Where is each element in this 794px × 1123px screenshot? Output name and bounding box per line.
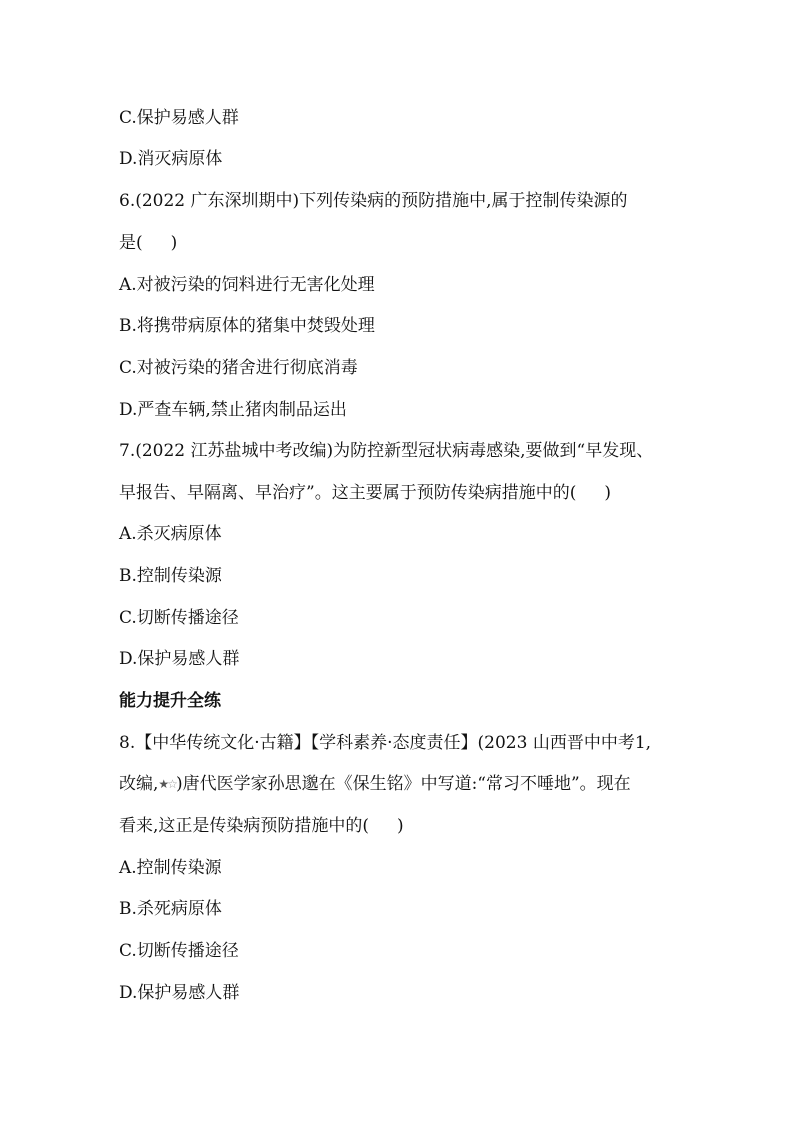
star-filled-icon: ★: [158, 777, 168, 791]
q8-stem-line1: 8.【中华传统文化·古籍】【学科素养·态度责任】(2023 山西晋中中考1,: [119, 733, 652, 753]
q6-stem-line2-text: 是(: [119, 233, 143, 253]
q8-stem-line3: [119, 814, 404, 838]
q8-option-d: D.保护易感人群: [119, 983, 240, 1003]
q7-stem-line1: 7.(2022 江苏盐城中考改编)为防控新型冠状病毒感染,要做到“早发现、: [119, 441, 654, 461]
q5-option-d: D.消灭病原体: [119, 149, 223, 169]
q7-stem-line2: [119, 481, 611, 505]
q7-option-b: B.控制传染源: [119, 566, 222, 586]
q8-stem-line3-text: 看来,这正是传染病预防措施中的(: [119, 816, 370, 836]
q6-stem-line2-close: ): [170, 233, 178, 253]
difficulty-stars-icon: [158, 772, 176, 796]
star-empty-icon: ☆: [167, 777, 176, 791]
q8-option-c: C.切断传播途径: [119, 941, 239, 961]
q7-option-a: A.杀灭病原体: [119, 524, 222, 544]
q6-stem-line2: [119, 231, 177, 255]
q7-stem-line2-close: ): [604, 483, 611, 503]
q7-option-d: D.保护易感人群: [119, 649, 240, 669]
q6-option-b: B.将携带病原体的猪集中焚毁处理: [119, 316, 375, 336]
q7-stem-line2-text: 早报告、早隔离、早治疗”。这主要属于预防传染病措施中的(: [119, 483, 577, 503]
section-heading: 能力提升全练: [119, 691, 221, 711]
q8-stem-line2-text: 改编,: [119, 774, 159, 794]
q7-option-c: C.切断传播途径: [119, 608, 239, 628]
q6-stem-line1: 6.(2022 广东深圳期中)下列传染病的预防措施中,属于控制传染源的: [119, 191, 628, 211]
q6-option-c: C.对被污染的猪舍进行彻底消毒: [119, 358, 358, 378]
q8-option-b: B.杀死病原体: [119, 899, 222, 919]
q8-stem-line2: [119, 772, 631, 796]
q8-option-a: A.控制传染源: [119, 858, 222, 878]
q6-option-d: D.严查车辆,禁止猪肉制品运出: [119, 400, 347, 420]
q8-stem-line2-rest: )唐代医学家孙思邈在《保生铭》中写道:“常习不唾地”。现在: [175, 774, 631, 794]
q8-stem-line3-close: ): [397, 816, 404, 836]
q5-option-c: C.保护易感人群: [119, 108, 239, 128]
q6-option-a: A.对被污染的饲料进行无害化处理: [119, 275, 375, 295]
